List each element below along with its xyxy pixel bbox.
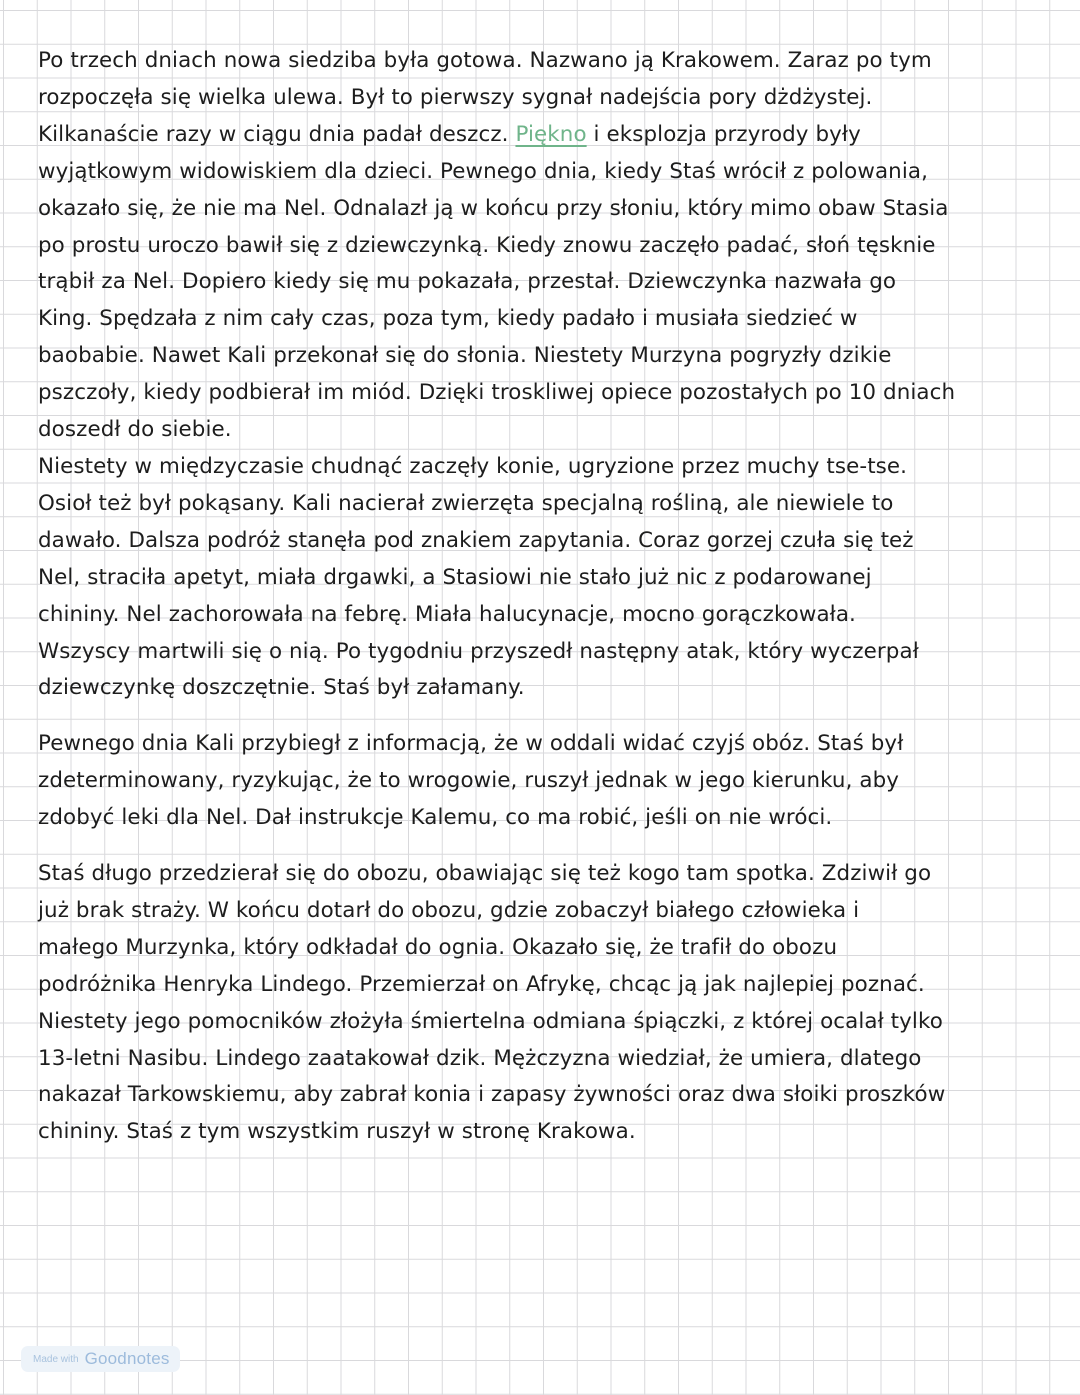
text-line: chininy. Staś z tym wszystkim ruszył w stronę Krakowa. bbox=[38, 1119, 636, 1145]
text-line: już brak straży. W końcu dotarł do obozu, gdzie zobaczył białego człowieka i bbox=[38, 897, 860, 923]
paragraph-gap bbox=[38, 707, 1048, 726]
highlighted-link-word[interactable]: Piękno bbox=[515, 121, 587, 147]
text-line: nakazał Tarkowskiemu, aby zabrał konia i zapasy żywności oraz dwa słoiki proszków bbox=[38, 1082, 946, 1108]
text-line: trąbił za Nel. Dopiero kiedy się mu pokazała, przestał. Dziewczynka nazwała go bbox=[38, 269, 897, 295]
paragraph-gap bbox=[38, 837, 1048, 856]
text-line: wyjątkowym widowiskiem dla dzieci. Pewnego dnia, kiedy Staś wrócił z polowania, bbox=[38, 158, 928, 184]
paragraph bbox=[38, 726, 1048, 837]
text-line: Nel, straciła apetyt, miała drgawki, a Stasiowi nie stało już nic z podarowanej bbox=[38, 564, 872, 590]
text-line: Po trzech dniach nowa siedziba była gotowa. Nazwano ją Krakowem. Zaraz po tym bbox=[38, 48, 932, 73]
text-line: King. Spędzała z nim cały czas, poza tym, kiedy padało i musiała siedzieć w bbox=[38, 306, 858, 332]
text-line: 13-letni Nasibu. Lindego zaatakował dzik. Mężczyzna wiedział, że umiera, dlatego bbox=[38, 1045, 922, 1071]
text-line: zdobyć leki dla Nel. Dał instrukcje Kalemu, co ma robić, jeśli on nie wróci. bbox=[38, 805, 833, 831]
watermark-brand: Goodnotes bbox=[84, 1349, 170, 1368]
text-line: podróżnika Henryka Lindego. Przemierzał on Afrykę, chcąc ją jak najlepiej poznać. bbox=[38, 971, 925, 997]
text-line: Staś długo przedzierał się do obozu, obawiając się też kogo tam spotka. Zdziwił go bbox=[38, 861, 932, 887]
text-line: zdeterminowany, ryzykując, że to wrogowie, ruszył jednak w jego kierunku, aby bbox=[38, 768, 900, 794]
text-line: dziewczynkę doszczętnie. Staś był załamany. bbox=[38, 675, 525, 701]
text-line bbox=[38, 117, 1048, 154]
text-line: doszedł do siebie. bbox=[38, 417, 232, 443]
text-line: rozpoczęła się wielka ulewa. Był to pierwszy sygnał nadejścia pory dżdżystej. bbox=[38, 84, 873, 110]
text-line: dawało. Dalsza podróż stanęła pod znakiem zapytania. Coraz gorzej czuła się też bbox=[38, 527, 914, 553]
text-line: Niestety w międzyczasie chudnąć zaczęły konie, ugryzione przez muchy tse-tse. bbox=[38, 453, 908, 479]
line-text-after: i eksplozja przyrody były bbox=[586, 121, 861, 147]
paragraph bbox=[38, 43, 1048, 707]
text-line: chininy. Nel zachorowała na febrę. Miała halucynacje, mocno gorączkowała. bbox=[38, 601, 856, 627]
text-line: baobabie. Nawet Kali przekonał się do słonia. Niestety Murzyna pogryzły dzikie bbox=[38, 343, 892, 369]
paragraph bbox=[38, 856, 1048, 1151]
goodnotes-watermark bbox=[21, 1346, 180, 1372]
text-line: małego Murzynka, który odkładał do ognia. Okazało się, że trafił do obozu bbox=[38, 934, 838, 960]
text-line: pszczoły, kiedy podbierał im miód. Dzięki troskliwej opiece pozostałych po 10 dniach bbox=[38, 380, 956, 406]
text-line: po prostu uroczo bawił się z dziewczynką. Kiedy znowu zaczęło padać, słoń tęsknie bbox=[38, 232, 936, 258]
line-text-before: Kilkanaście razy w ciągu dnia padał deszcz. bbox=[38, 121, 516, 147]
watermark-prefix: Made with bbox=[33, 1353, 79, 1365]
text-line: Pewnego dnia Kali przybiegł z informacją, że w oddali widać czyjś obóz. Staś był bbox=[38, 731, 904, 757]
text-line: Niestety jego pomocników złożyła śmiertelna odmiana śpiączki, z której ocalał tylko bbox=[38, 1008, 943, 1034]
text-line: Osioł też był pokąsany. Kali nacierał zwierzęta specjalną rośliną, ale niewiele to bbox=[38, 490, 894, 516]
text-line: okazało się, że nie ma Nel. Odnalazł ją w końcu przy słoniu, który mimo obaw Stasia bbox=[38, 195, 949, 221]
text-line: Wszyscy martwili się o nią. Po tygodniu przyszedł następny atak, który wyczerpał bbox=[38, 638, 919, 664]
note-body bbox=[38, 43, 1048, 1151]
